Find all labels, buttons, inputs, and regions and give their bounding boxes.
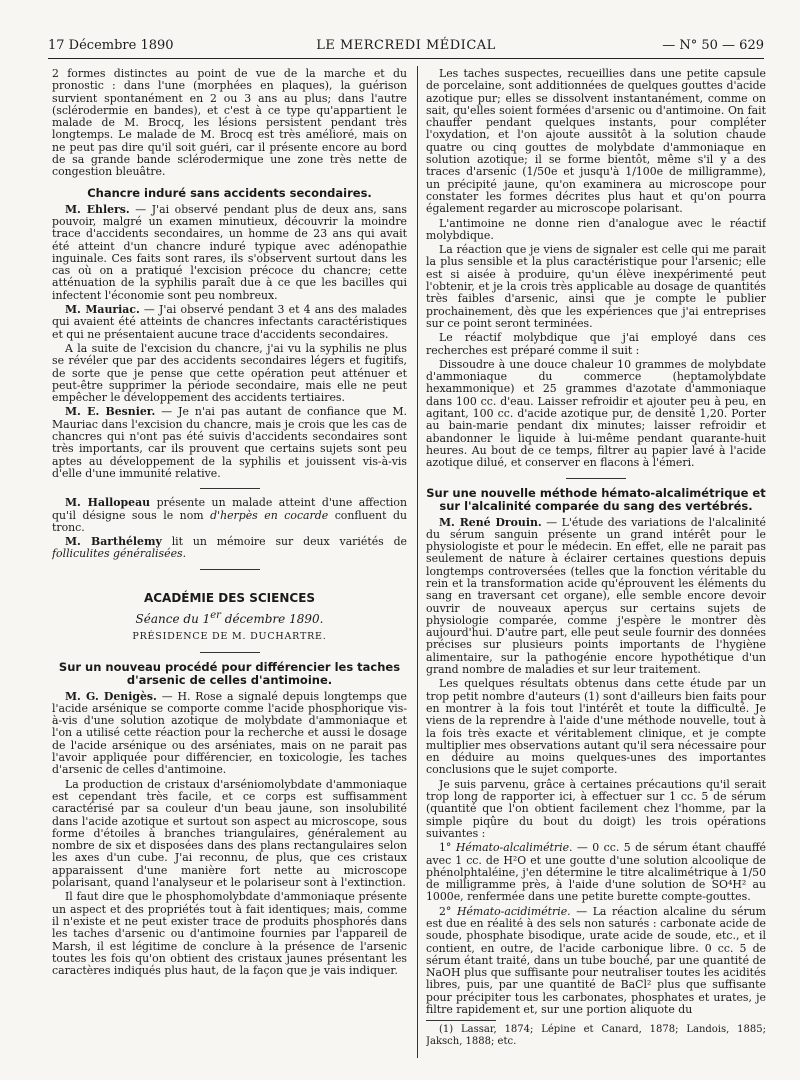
paragraph [426,842,766,903]
paragraph: 2 formes distinctes au point de vue de la marche et du pronostic : dans l'une (morphées en plaques), la guérison survient spontanément en 2 ou 3 ans au plus; dans l'autre (sclérodermie en bandes), et c'est à ce type qu'appartient le malade de M. Brocq, les lésions persistent pendant très longtemps. Le malade de M. Brocq est très amélioré, mais on ne peut pas dire qu'il soit guéri, car il présente encore au bord de sa grande bande sclérodermique une zone très nette de congestion bleuâtre. [52,68,407,179]
paragraph: Les taches suspectes, recueillies dans une petite capsule de porcelaine, sont additionnées de quelques gouttes d'acide azotique pur; elles se dissolvent instantanément, comme on sait, qu'elles soient formées d'arsenic ou d'antimoine. On fait chauffer pendant quelques instants, pour compléter l'oxydation, et l'on ajoute aussitôt à la solution chaude quatre ou cinq gouttes de molybdate d'ammoniaque en solution azotique; il se forme bientôt, même s'il y a des traces d'arsenic (1/50e et jusqu'à 1/100e de milligramme), un précipité jaune, qu'on examinera au microscope pour constater les formes décrites plus haut et qu'on pourra également regarder au microscope polarisant. [426,68,766,216]
footnote: (1) Lassar, 1874; Lépine et Canard, 1878; Landois, 1885; Jaksch, 1888; etc. [426,1024,766,1048]
paragraph-text: lit un mémoire sur deux variétés de [161,535,407,549]
session-date-text: décembre 1890. [220,611,324,626]
separator [200,488,260,489]
paragraph-text: — J'ai observé pendant 3 et 4 ans des malades qui avaient été atteints de chancres infectants caractéristiques et qui ne présentaient aucune trace d'accidents secondaires. [52,303,407,341]
separator [566,478,626,479]
paragraph: Les quelques résultats obtenus dans cette étude par un trop petit nombre d'auteurs (1) sont d'ailleurs bien faits pour en montrer à la fois tout l'intérêt et toute la difficulté. Je viens de la reprendre à l'aide d'une méthode nouvelle, tout à la fois très exacte et véritablement clinique, et je compte multiplier mes observations autant qu'il sera nécessaire pour en déduire au moins quelques-unes des importantes conclusions que le sujet comporte. [426,677,766,777]
italic-text: Hémato-acidimétrie. [456,904,571,918]
speaker-name: M. René Drouin. [439,515,542,529]
paragraph: Dissoudre à une douce chaleur 10 grammes de molybdate d'ammoniaque du commerce (heptamolybdate hexammonique) et 25 grammes d'azotate d'ammoniaque dans 100 cc. d'eau. Laisser refroidir et ajouter peu à peu, en agitant, 100 cc. d'acide azotique pur, de densité 1,20. Porter au bain-marie pendant dix minutes; laisser refroidir et abandonner le liquide à lui-même pendant quarante-huit heures. Au bout de ce temps, filtrer au papier lavé à l'acide azotique dilué, et conserver en flacons à l'émeri. [426,357,766,470]
session-date-text: Séance du 1 [135,611,211,626]
paragraph-text: — J'ai observé pendant plus de deux ans, sans pouvoir, malgré un examen minutieux, découvrir la moindre trace d'accidents secondaires, un homme de 23 ans qui avait été atteint d'un chancre induré typique avec adénopathie inguinale. Ces faits sont rares, ils s'observent surtout dans les cas où on a pratiqué l'excision précoce du chancre; cette atténuation de la syphilis paraît due à ce que les bacilles qui infectent l'économie sont peu nombreux. [52,202,407,302]
right-column [426,68,766,1050]
speaker-name: M. G. Denigès. [65,689,157,703]
paragraph-text: présente un malade atteint d'une affection qu'il désigne sous le nom [52,496,407,522]
section-title: Sur un nouveau procédé pour différencier les taches d'arsenic de celles d'antimoine. [58,659,401,687]
paragraph: Je suis parvenu, grâce à certaines précautions qu'il serait trop long de rapporter ici, à effectuer sur 1 cc. 5 de sérum (quantité que l'on obtient facilement chez l'homme, par la simple piqûre du bout du doigt) les trois opérations suivantes : [426,777,766,840]
paragraph-text: confluent du tronc. [52,508,407,534]
paragraph [52,536,407,561]
section-title: Chancre induré sans accidents secondaires. [87,185,372,200]
header-journal-title: LE MERCREDI MÉDICAL [316,38,496,53]
paragraph: Le réactif molybdique que j'ai employé dans ces recherches est préparé comme il suit : [426,331,766,357]
page-header [48,36,764,56]
speaker-name: M. E. Besnier. [65,405,156,419]
speaker-name: M. Mauriac. [65,303,140,317]
paragraph: Il faut dire que le phosphomolybdate d'ammoniaque présente un aspect et des propriétés tout à fait identiques; mais, comme il n'existe et ne peut exister trace de produits phosphorés dans les taches d'arsenic ou d'antimoine fournies par l'appareil de Marsh, il est légitime de conclure à la présence de l'arsenic toutes les fois qu'on obtient des cristaux jaunes présentant les caractères indiqués plus haut, de la façon que je vais indiquer. [52,890,407,978]
paragraph: La réaction que je viens de signaler est celle qui me parait la plus sensible et la plus caractéristique pour l'arsenic; elle est si aisée à produire, qu'un élève inexpérimenté peut l'obtenir, et je la crois très applicable au dosage de quantités très faibles d'arsenic, ainsi que je compte le publier prochainement, dès que les expériences que j'ai entreprises sur ce point seront terminées. [426,243,766,330]
footnote-rule [426,1020,496,1021]
paragraph-text: — L'étude des variations de l'alcalinité du sérum sanguin présente un grand intérêt pour le physiologiste et pour le médecin. En effet, elle ne parait pas seulement de nature à éclairer certaines questions depuis longtemps controversées (telles que la fonction véritable du rein et la transformation acide qu'éprouvent les éléments du sang en traversant cet organe), elle semble encore devoir ouvrir de nouveaux aperçus sur certains sujets de physiologie comparée, comme j'espère le montrer dès aujourd'hui. D'autre part, elle peut seule fournir des données précises sur plusieurs points importants de l'hygiène alimentaire, sur la pathogénie encore hypothétique d'un grand nombre de maladies et sur leur traitement. [426,515,766,677]
paragraph [52,691,407,777]
speaker-name: M. Barthélemy [65,535,162,549]
separator [200,569,260,570]
paragraph: La production de cristaux d'arséniomolybdate d'ammoniaque est cependant très facile, et ce corps est suffisamment caractérisé par sa couleur d'un beau jaune, son insolubilité dans l'acide azotique et surtout son aspect au microscope, sous forme d'étoiles à branches triangulaires, généralement au nombre de six et disposées dans des plans rectangulaires selon les axes d'un cube. J'ai reconnu, de plus, que ces cristaux apparaissent d'une manière fort nette au microscope polarisant, quand l'analyseur et le polariseur sont à l'extinction. [52,777,407,890]
header-date: 17 Décembre 1890 [48,38,174,53]
session-date-sup: er [210,609,221,621]
academy-heading: ACADÉMIE DES SCIENCES [143,590,316,605]
paragraph [52,204,407,302]
paragraph: L'antimoine ne donne rien d'analogue avec le réactif molybdique. [426,216,766,242]
separator [200,652,260,653]
paragraph [52,304,407,341]
paragraph: A la suite de l'excision du chancre, j'ai vu la syphilis ne plus se révéler que par des accidents secondaires légers et fugitifs, de sorte que je pense que cette opération peut atténuer et peut-être supprimer la période secondaire, mais elle ne peut empêcher le développement des accidents tertiaires. [52,341,407,405]
presidency-line: PRÉSIDENCE DE M. DUCHARTRE. [132,631,327,643]
paragraph-text: — La réaction alcaline du sérum est due en réalité à des sels non saturés : carbonate acide de soude, phosphate bisodique, urate acide de soude, etc., et il contient, en outre, de l'acide carbonique libre. 0 cc. 5 de sérum étant traité, dans un tube bouché, par une quantité de NaOH plus que suffisante pour neutraliser toutes les acidités libres, puis, par une quantité de BaCl² plus que suffisante pour précipiter tous les carbonates, phosphates et urates, je filtre rapidement et, sur une portion aliquote du [426,904,766,1017]
speaker-name: M. Ehlers. [65,202,130,216]
column-divider [417,66,418,1058]
header-page-number: — N° 50 — 629 [662,38,764,53]
speaker-name: M. Hallopeau [65,496,151,510]
header-rule [48,58,764,59]
italic-text: d'herpès en cocarde [210,508,329,522]
italic-text: folliculites généralisées. [52,547,187,561]
session-date [52,610,407,625]
paragraph [52,406,407,480]
list-number: 1° [439,841,456,855]
section-title: Sur une nouvelle méthode hémato-alcalimétrique et sur l'alcalinité comparée du sang des vertébrés. [426,485,766,513]
left-column [52,68,407,979]
paragraph [52,497,407,534]
paragraph [426,906,766,1017]
italic-text: Hémato-alcalimétrie. [455,841,573,855]
list-number: 2° [439,904,457,918]
paragraph-text: — 0 cc. 5 de sérum étant chauffé avec 1 cc. de H²O et une goutte d'une solution alcoolique de phénolphtaléine, j'en détermine le titre alcalimétrique à 1/50 de milligramme près, à l'aide d'une solution de SO⁴H² au 1000e, renfermée dans une petite burette compte-gouttes. [426,841,766,904]
paragraph [426,517,766,677]
paragraph-text: — Je n'ai pas autant de confiance que M. Mauriac dans l'excision du chancre, mais je crois que les cas de chancres qui n'ont pas été suivis d'accidents secondaires sont très importants, car ils prouvent que certains sujets sont peu aptes au développement de la syphilis et jouissent vis-à-vis d'elle d'une immunité relative. [52,405,407,480]
paragraph-text: — H. Rose a signalé depuis longtemps que l'acide arsénique se comporte comme l'acide phosphorique vis-à-vis d'une solution azotique de molybdate d'ammoniaque et l'on a utilisé cette réaction pour la recherche et aussi le dosage de l'acide arsénique ou des arséniates, mais on ne parait pas l'avoir appliquée pour différencier, en toxicologie, les taches d'arsenic de celles d'antimoine. [52,689,407,777]
